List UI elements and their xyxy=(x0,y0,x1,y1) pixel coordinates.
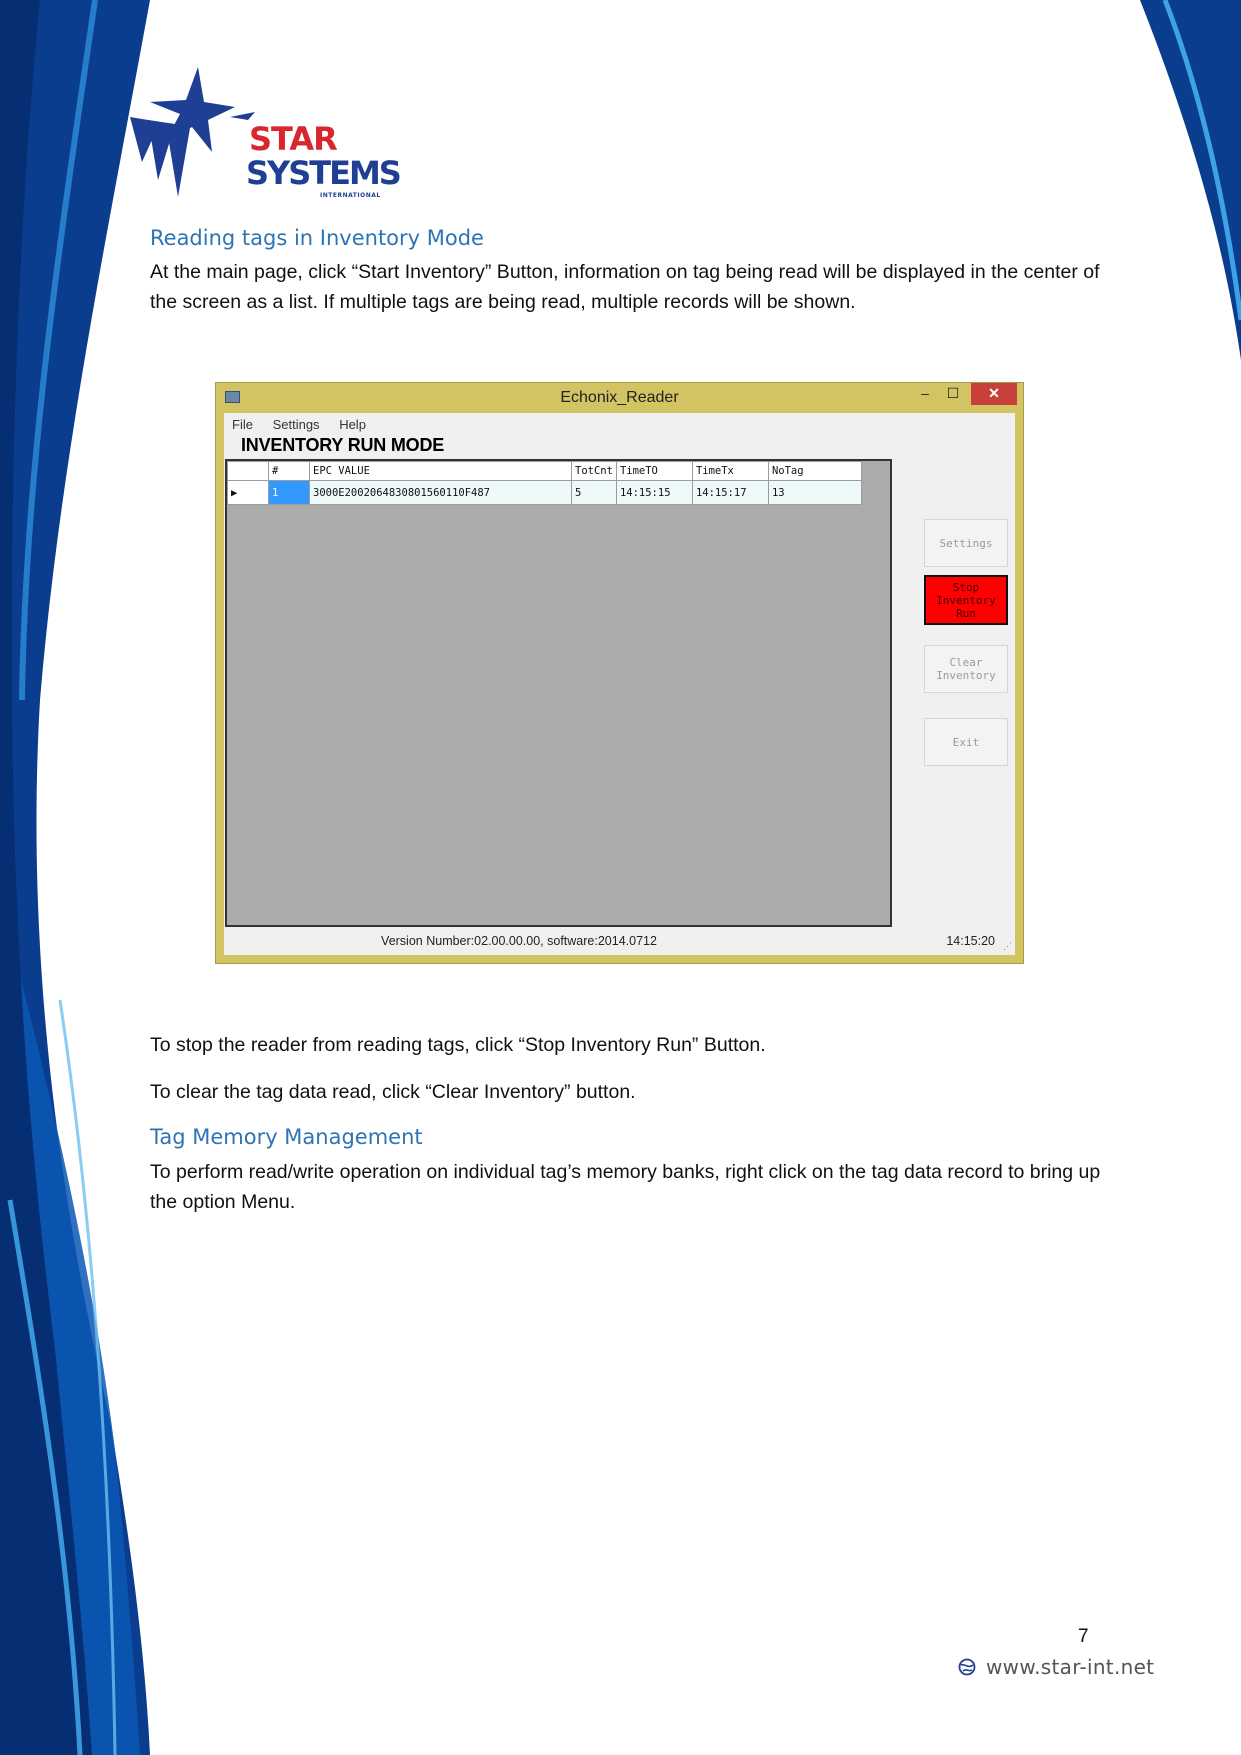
stop-inventory-run-button[interactable]: Stop Inventory Run xyxy=(924,575,1008,625)
col-header-epc[interactable]: EPC VALUE xyxy=(310,462,572,481)
window-client-area xyxy=(224,413,1015,955)
company-logo xyxy=(120,62,400,202)
row-marker-icon: ▶ xyxy=(228,481,269,505)
col-header-num[interactable]: # xyxy=(269,462,310,481)
menu-settings[interactable]: Settings xyxy=(272,417,320,432)
minimize-icon[interactable]: – xyxy=(921,385,929,401)
paragraph-tag-memory: To perform read/write operation on individual tag’s memory banks, right click on the tag data record to bring up the option Menu. xyxy=(150,1161,1101,1213)
resize-grip-icon[interactable]: ⋰ xyxy=(1003,941,1012,951)
table-row[interactable] xyxy=(228,481,862,505)
clear-inventory-button[interactable]: Clear Inventory xyxy=(924,645,1008,693)
menu-file[interactable]: File xyxy=(232,417,253,432)
col-header-marker xyxy=(228,462,269,481)
cell-notag[interactable]: 13 xyxy=(768,481,861,505)
col-header-timeto[interactable]: TimeTO xyxy=(616,462,692,481)
cell-epc[interactable]: 3000E2002064830801560110F487 xyxy=(310,481,572,505)
star-logo-icon xyxy=(120,62,260,202)
page-number: 7 xyxy=(1078,1626,1089,1647)
mode-label: INVENTORY RUN MODE xyxy=(241,435,445,455)
maximize-icon[interactable]: ☐ xyxy=(946,385,960,401)
status-version: Version Number:02.00.00.00, software:2014.0712 xyxy=(381,934,657,948)
status-time: 14:15:20 xyxy=(946,934,995,948)
logo-text-star: STAR xyxy=(249,120,337,158)
close-icon[interactable]: ✕ xyxy=(971,383,1017,405)
menu-bar xyxy=(232,417,382,432)
cell-num[interactable]: 1 xyxy=(269,481,310,505)
grid-header-row xyxy=(228,462,862,481)
inventory-grid[interactable] xyxy=(225,459,892,927)
settings-button[interactable]: Settings xyxy=(924,519,1008,567)
logo-text-systems: SYSTEMS xyxy=(246,154,400,192)
website-footer xyxy=(958,1655,1154,1679)
globe-icon xyxy=(958,1658,976,1676)
window-titlebar xyxy=(216,383,1023,413)
paragraph-clear-data: To clear the tag data read, click “Clear Inventory” button. xyxy=(150,1081,636,1103)
heading-tag-memory: Tag Memory Management xyxy=(150,1125,423,1149)
cell-timetx[interactable]: 14:15:17 xyxy=(692,481,768,505)
heading-reading-tags: Reading tags in Inventory Mode xyxy=(150,226,484,250)
app-window-screenshot xyxy=(215,382,1024,964)
paragraph-stop-reader: To stop the reader from reading tags, click “Stop Inventory Run” Button. xyxy=(150,1034,766,1056)
status-bar xyxy=(224,929,1015,955)
cell-timeto[interactable]: 14:15:15 xyxy=(616,481,692,505)
col-header-timetx[interactable]: TimeTx xyxy=(692,462,768,481)
window-title: Echonix_Reader xyxy=(560,389,679,406)
menu-help[interactable]: Help xyxy=(339,417,366,432)
logo-text-international: INTERNATIONAL xyxy=(320,192,381,199)
exit-button[interactable]: Exit xyxy=(924,718,1008,766)
website-link[interactable]: www.star-int.net xyxy=(986,1655,1155,1679)
cell-totcnt[interactable]: 5 xyxy=(572,481,617,505)
paragraph-reading-tags: At the main page, click “Start Inventory” Button, information on tag being read will be displayed in the center of the screen as a list. If multiple tags are being read, multiple records will be shown. xyxy=(150,261,1100,313)
col-header-notag[interactable]: NoTag xyxy=(768,462,861,481)
col-header-totcnt[interactable]: TotCnt xyxy=(572,462,617,481)
